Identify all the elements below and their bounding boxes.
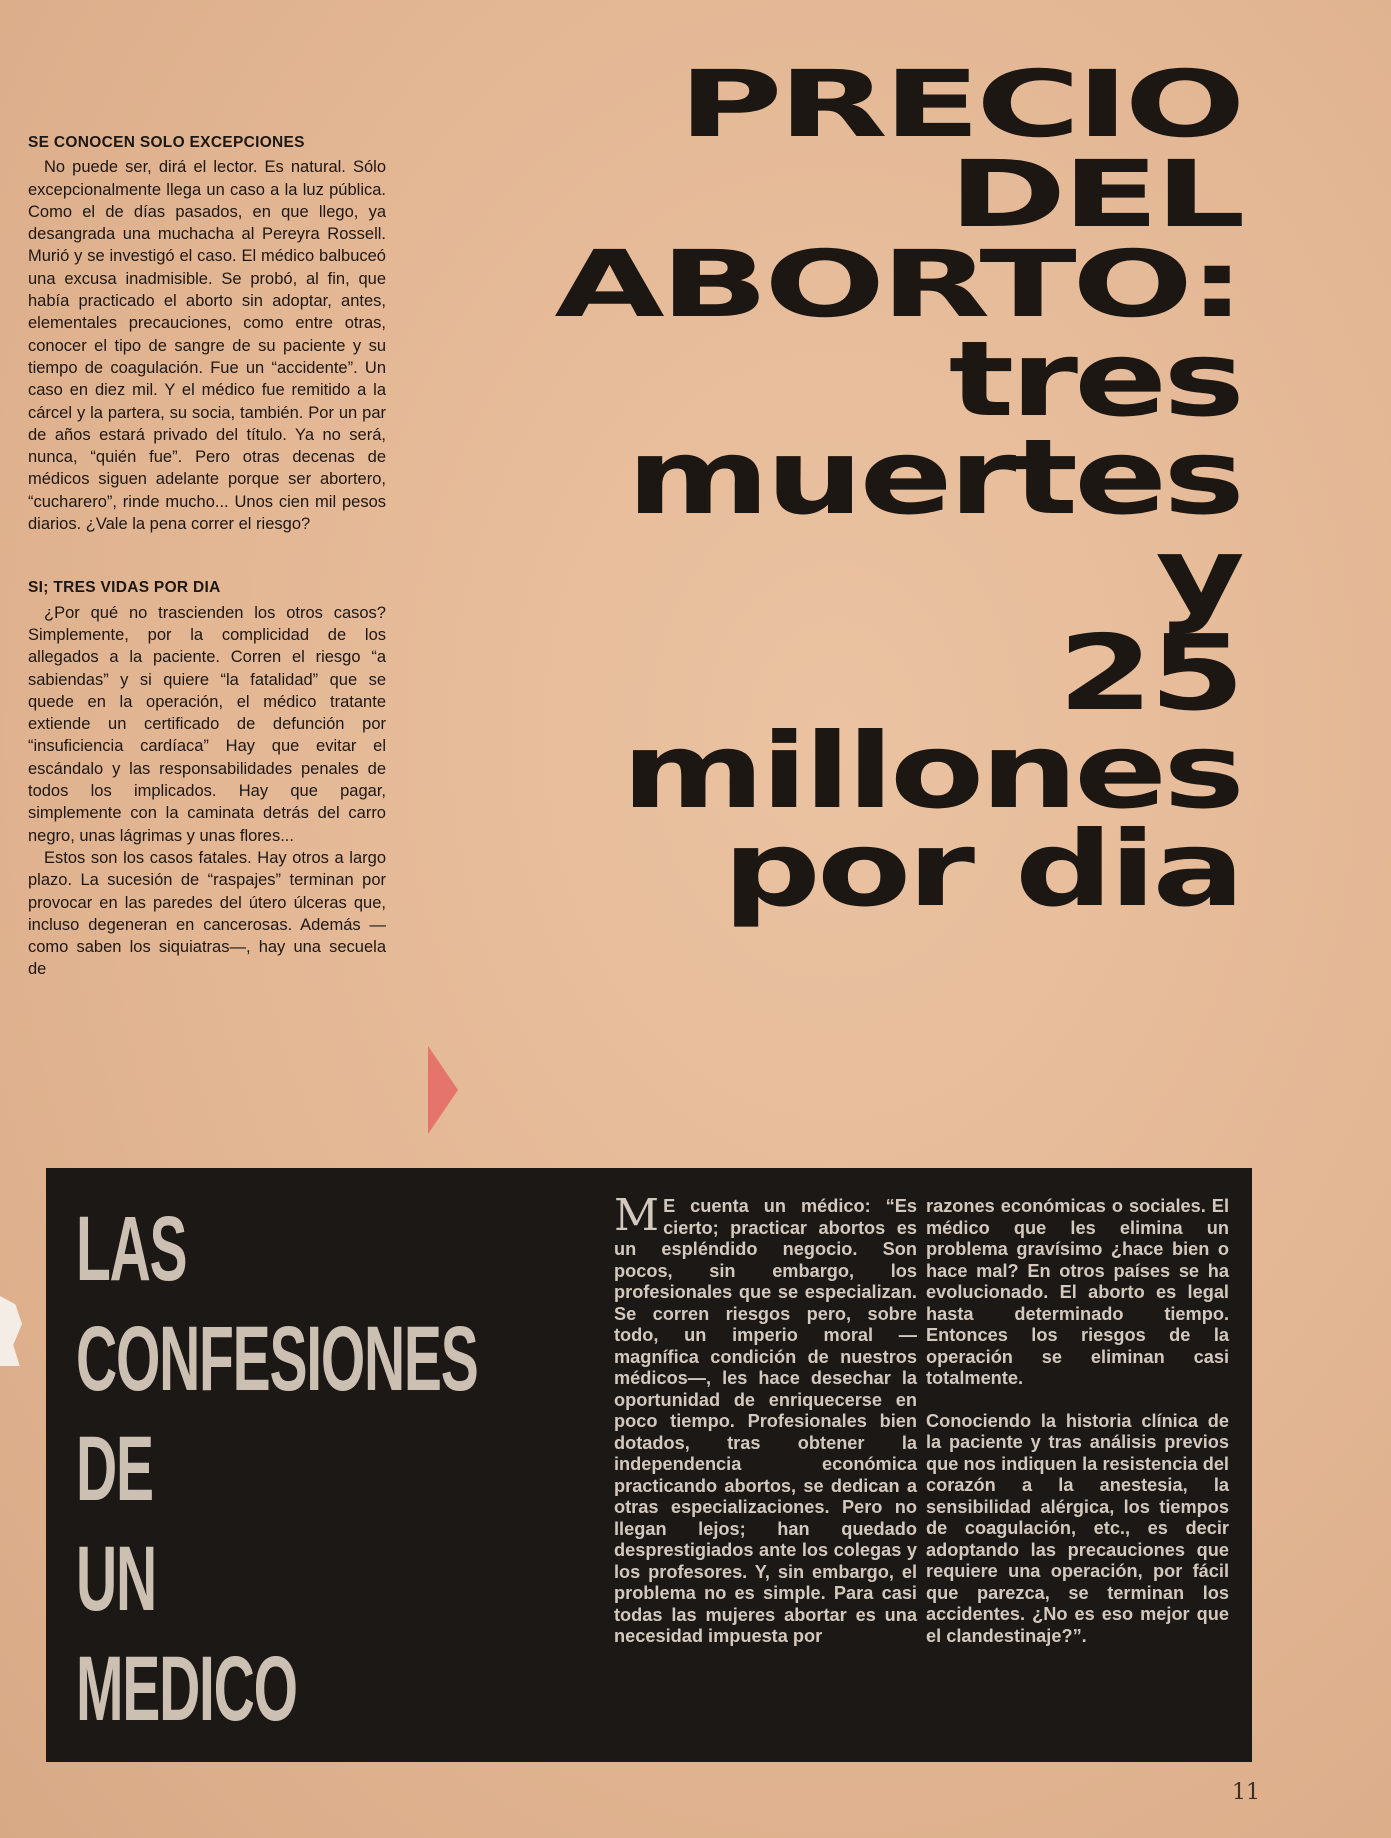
box-column-1 [614,1190,917,1648]
headline-line: por dia [722,808,1241,930]
drop-cap: M [614,1190,660,1241]
box-title-line: UN [76,1528,156,1630]
box-paragraph [614,1190,917,1648]
box-column-2 [926,1196,1229,1647]
headline-line: tres [948,318,1241,440]
confessions-box [46,1168,1252,1762]
page-number: 11 [1232,1780,1260,1805]
section-heading: SE CONOCEN SOLO EXCEPCIONES [28,134,305,151]
headline-line: PRECIO [678,51,1241,158]
section-paragraph: ¿Por qué no trascienden los otros casos? Simplemente, por la complicidad de los allegados a la paciente. Corren el riesgo “a sabiendas” y si quiere “la fatalidad” que se quede en la operación, el médico tratante extiende un certificado de defunción por “insuficiencia cardíaca” Hay que evitar el escándalo y las responsabilidades penales de todos los implicados. Hay que pagar, simplemente con la caminata detrás del carro negro, unas lágrimas y unas flores... [28,603,386,845]
section-heading: SI; TRES VIDAS POR DIA [28,579,221,597]
headline-line: 25 [1057,612,1241,734]
box-paragraph: Conociendo la historia clínica de la paciente y tras análisis previos que nos indiquen la resistencia del corazón a la anestesia, la sensibilidad alérgica, los tiempos de coagulación, etc., es decir adoptando las precauciones que requiere una operación, por fácil que parezca, se terminan los accidentes. ¿No es eso mejor que el clandestinaje?”. [926,1410,1229,1646]
section-paragraph: Estos son los casos fatales. Hay otros a largo plazo. La sucesión de “raspajes” terminan por provocar en las paredes del útero úlceras que, incluso degeneran en cancerosas. Además —como saben los siquiatras—, hay una secuela de [28,848,386,979]
box-title-line: DE [76,1418,153,1520]
article-headline [401,51,1241,930]
headline-line: millones [621,710,1241,832]
box-title [76,1194,496,1744]
box-paragraph-text: E cuenta un médico: “Es cierto; practicar abortos es un espléndido negocio. Son pocos, sin embargo, los profesionales que se especializan. Se corren riesgos pero, sobre todo, un imperio moral —magnífica condición de nuestros médicos—, les hace desechar la oportunidad de enriquecerse en poco tiempo. Profesionales bien dotados, tras obtener la independencia económica practicando abortos, se dedican a otras especializaciones. Pero no llegan lejos; han quedado desprestigiados ante los colegas y los profesores. Y, sin embargo, el problema no es simple. Para casi todas las mujeres abortar es una necesidad impuesta por [614,1196,917,1646]
box-title-line: MEDICO [76,1638,297,1740]
box-paragraph: razones económicas o sociales. El médico que les elimina un problema gravísimo ¿hace bien o hace mal? En otros países se ha evolucionado. El aborto es legal hasta determinado tiempo. Entonces los riesgos de la operación se eliminan casi totalmente. [926,1196,1229,1388]
headline-line: DEL [948,141,1241,248]
headline-line: y [1155,514,1241,636]
section-paragraph: No puede ser, dirá el lector. Es natural. Sólo excepcionalmente llega un caso a la luz pública. Como el de días pasados, en que llego, ya desangrada una muchacha al Pereyra Rossell. Murió y se investigó el caso. El médico balbuceó una excusa inadmisible. Se probó, al fin, que había practicado el aborto sin adoptar, antes, elementales precauciones, como entre otras, conocer el tipo de sangre de su paciente y su tiempo de coagulación. Fue un “accidente”. Un caso en diez mil. Y el médico fue remitido a la cárcel y la partera, su socia, también. Por un par de años estará privado del título. Ya no será, nunca, “quién fue”. Pero otras decenas de médicos siguen adelante porque ser abortero, “cucharero”, rinde mucho... Unos cien mil pesos diarios. ¿Vale la pena correr el riesgo? [28,158,386,534]
box-title-line: LAS [76,1198,187,1300]
headline-line: muertes [626,416,1241,538]
headline-line: ABORTO: [554,231,1241,338]
red-arrow-icon [428,1046,458,1134]
torn-edge [0,1296,22,1366]
box-title-line: CONFESIONES [76,1308,478,1410]
